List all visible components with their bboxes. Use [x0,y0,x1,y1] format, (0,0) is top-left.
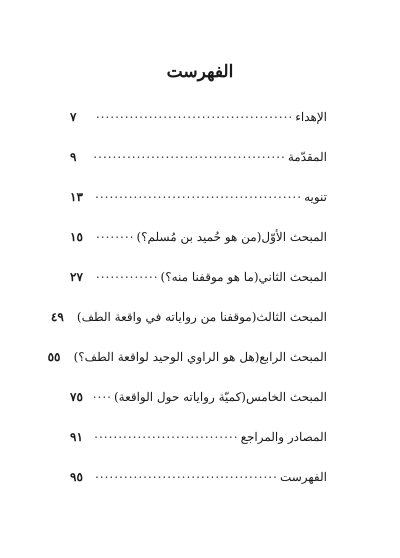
toc-leader-dots [94,467,278,481]
toc-entry-label: الإهداء [295,110,327,124]
toc-leader-dots [94,267,159,281]
toc-entry [70,147,327,187]
toc-leader-dots [94,187,302,201]
toc-entry-page: ٤٩ [50,310,64,324]
toc-entry-page: ٩ [70,150,77,164]
toc-entry-page: ٧ [70,110,77,124]
toc-entry [70,227,327,267]
toc-entry-page: ٩١ [70,430,83,444]
toc-entry [50,307,327,347]
toc-leader-dots [94,227,134,241]
toc-leader-dots [94,147,286,161]
toc-entry [70,107,327,147]
toc-leader-dots [94,427,239,441]
toc-entry-page: ٩٥ [70,470,83,484]
toc-entry [70,267,327,307]
toc-entry-label: المبحث الثالث(موقفنا من رواياته في واقعة الطف) [76,310,327,324]
toc-entry [70,187,327,227]
page-title: الفهرست [166,62,234,82]
toc-entry-page: ١٣ [70,190,83,204]
toc-entry-page: ٢٧ [70,270,83,284]
toc-entry-label: الفهرست [279,470,327,484]
toc-entry-page: ٧٥ [70,390,83,404]
toc-leader-dots [94,107,293,121]
toc-entry [70,427,327,467]
toc-entry-page: ١٥ [70,230,83,244]
table-of-contents [47,107,327,507]
toc-entry-label: المبحث الأوّل(من هو حُميد بن مُسلم؟) [136,230,327,244]
toc-entry [47,347,327,387]
toc-leader-dots [94,387,112,401]
toc-entry-page: ٥٥ [47,350,61,364]
toc-entry-label: المقدّمة [287,150,327,164]
toc-entry [70,387,327,427]
toc-entry-label: المبحث الرابع(هل هو الراوي الوحيد لواقعة الطف؟) [73,350,327,364]
toc-entry [70,467,327,507]
toc-entry-label: تنويه [304,190,327,204]
toc-entry-label: المصادر والمراجع [240,430,327,444]
toc-entry-label: المبحث الثاني(ما هو موقفنا منه؟) [160,270,327,284]
toc-entry-label: المبحث الخامس(كميّة رواياته حول الواقعة) [113,390,327,404]
